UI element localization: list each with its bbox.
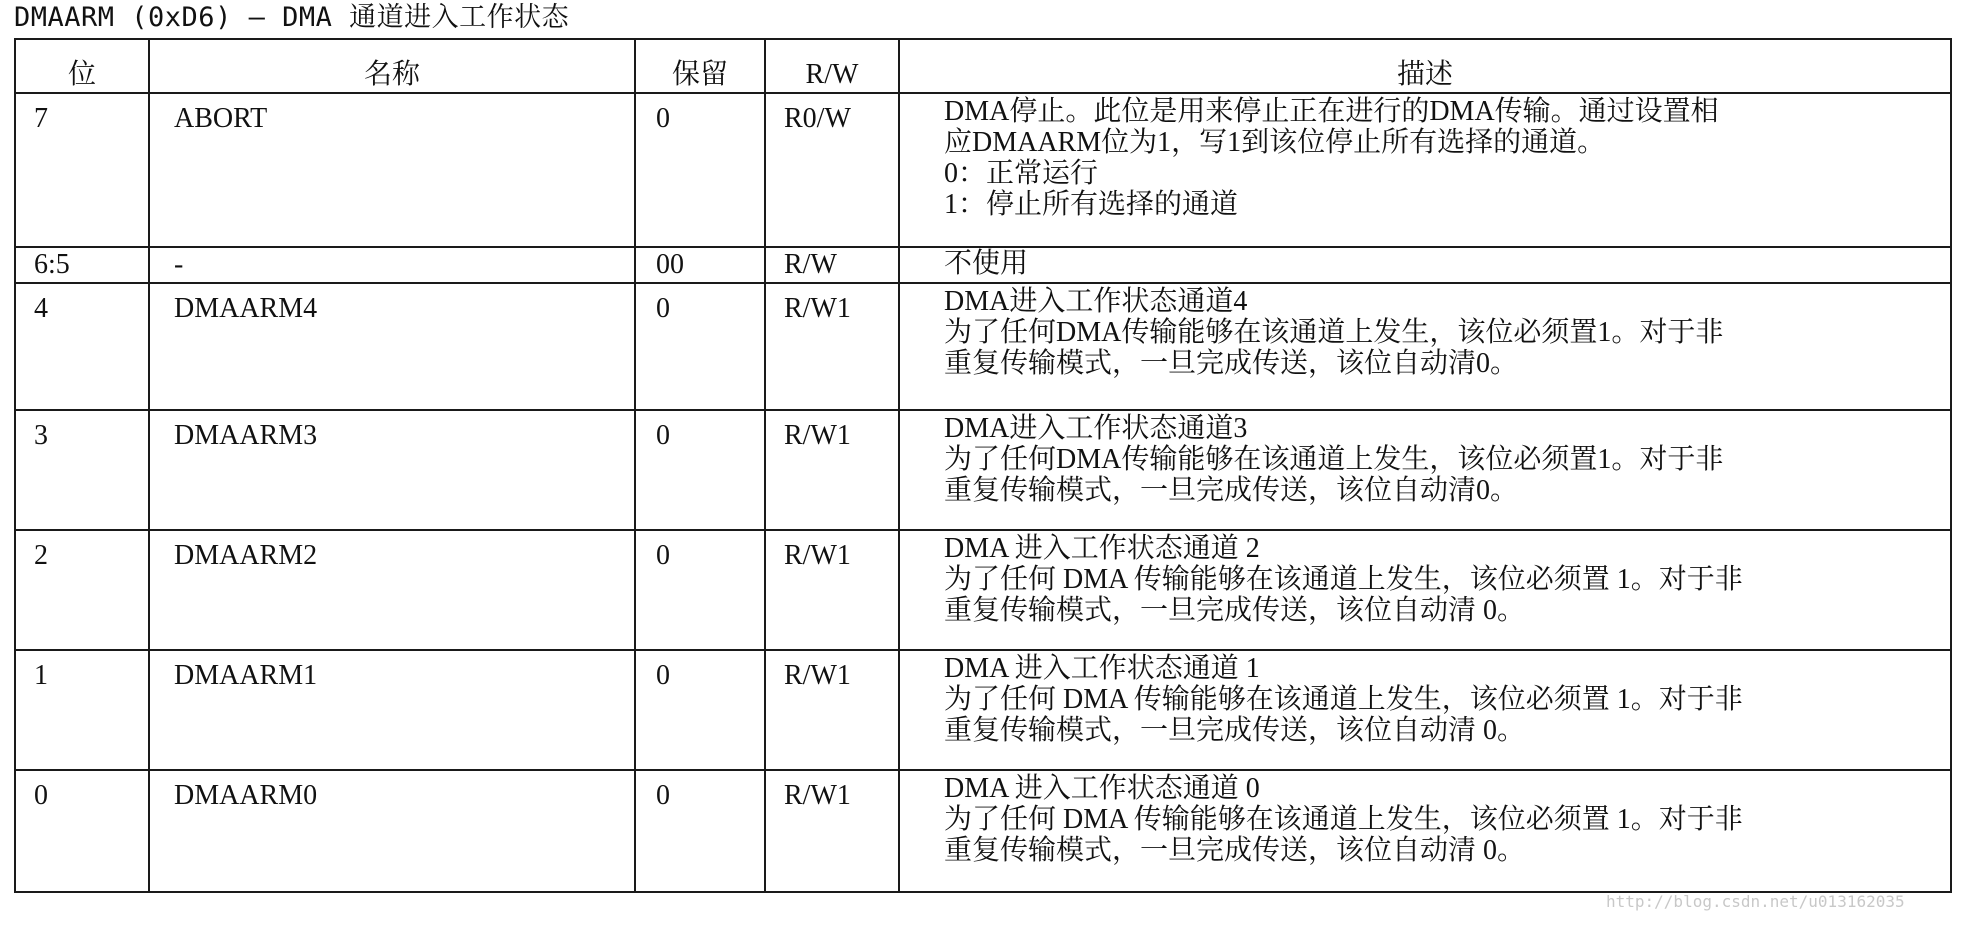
description-line: 0：正常运行 <box>944 158 1099 189</box>
description-line: 1：停止所有选择的通道 <box>944 189 1239 220</box>
reset-cell: 0 <box>635 410 765 530</box>
bit-cell: 7 <box>15 93 149 247</box>
name-cell: DMAARM3 <box>149 410 635 530</box>
description-cell <box>899 283 1951 410</box>
name-cell: ABORT <box>149 93 635 247</box>
description-line: 应DMAARM位为1，写1到该位停止所有选择的通道。 <box>944 127 1606 158</box>
register-table <box>14 38 1952 893</box>
description-line: 不使用 <box>944 248 1029 279</box>
name-cell: DMAARM1 <box>149 650 635 770</box>
table-row <box>15 93 1951 247</box>
rw-cell: R/W1 <box>765 283 899 410</box>
reset-cell: 0 <box>635 93 765 247</box>
header-description: 描述 <box>899 39 1951 93</box>
name-cell: DMAARM4 <box>149 283 635 410</box>
rw-cell: R0/W <box>765 93 899 247</box>
table-row <box>15 283 1951 410</box>
description-cell <box>899 247 1951 283</box>
description-cell <box>899 770 1951 892</box>
reset-cell: 0 <box>635 770 765 892</box>
table-row <box>15 530 1951 650</box>
description-line: 重复传输模式，一旦完成传送，该位自动清0。 <box>944 475 1519 506</box>
bit-cell: 3 <box>15 410 149 530</box>
header-bit: 位 <box>15 39 149 93</box>
reset-cell: 00 <box>635 247 765 283</box>
rw-cell: R/W1 <box>765 770 899 892</box>
rw-cell: R/W1 <box>765 650 899 770</box>
table-row <box>15 770 1951 892</box>
description-line: 重复传输模式，一旦完成传送，该位自动清 0。 <box>944 595 1526 626</box>
reset-cell: 0 <box>635 283 765 410</box>
watermark: http://blog.csdn.net/u013162035 <box>1606 892 1905 911</box>
description-line: 为了任何 DMA 传输能够在该通道上发生，该位必须置 1。对于非 <box>944 564 1743 595</box>
description-line: 重复传输模式，一旦完成传送，该位自动清 0。 <box>944 835 1526 866</box>
header-reset: 保留 <box>635 39 765 93</box>
table-row <box>15 650 1951 770</box>
bit-cell: 0 <box>15 770 149 892</box>
reset-cell: 0 <box>635 650 765 770</box>
description-line: DMA进入工作状态通道3 <box>944 413 1248 444</box>
bit-cell: 2 <box>15 530 149 650</box>
rw-cell: R/W1 <box>765 530 899 650</box>
bit-cell: 4 <box>15 283 149 410</box>
description-line: 为了任何 DMA 传输能够在该通道上发生，该位必须置 1。对于非 <box>944 804 1743 835</box>
description-line: 重复传输模式，一旦完成传送，该位自动清 0。 <box>944 715 1526 746</box>
header-name: 名称 <box>149 39 635 93</box>
name-cell: DMAARM2 <box>149 530 635 650</box>
description-cell <box>899 530 1951 650</box>
description-line: DMA进入工作状态通道4 <box>944 286 1248 317</box>
description-line: DMA 进入工作状态通道 0 <box>944 773 1260 804</box>
description-line: 为了任何DMA传输能够在该通道上发生，该位必须置1。对于非 <box>944 317 1724 348</box>
reset-cell: 0 <box>635 530 765 650</box>
table-row <box>15 247 1951 283</box>
description-cell <box>899 650 1951 770</box>
description-line: DMA 进入工作状态通道 1 <box>944 653 1260 684</box>
name-cell: DMAARM0 <box>149 770 635 892</box>
description-line: 为了任何DMA传输能够在该通道上发生，该位必须置1。对于非 <box>944 444 1724 475</box>
page-title: DMAARM (0xD6) – DMA 通道进入工作状态 <box>14 2 570 33</box>
bit-cell: 6:5 <box>15 247 149 283</box>
header-row <box>15 39 1951 93</box>
table-row <box>15 410 1951 530</box>
description-cell <box>899 93 1951 247</box>
name-cell: - <box>149 247 635 283</box>
description-line: DMA 进入工作状态通道 2 <box>944 533 1260 564</box>
header-rw: R/W <box>765 39 899 93</box>
description-line: DMA停止。此位是用来停止正在进行的DMA传输。通过设置相 <box>944 96 1719 127</box>
bit-cell: 1 <box>15 650 149 770</box>
rw-cell: R/W1 <box>765 410 899 530</box>
description-cell <box>899 410 1951 530</box>
rw-cell: R/W <box>765 247 899 283</box>
description-line: 重复传输模式，一旦完成传送，该位自动清0。 <box>944 348 1519 379</box>
description-line: 为了任何 DMA 传输能够在该通道上发生，该位必须置 1。对于非 <box>944 684 1743 715</box>
